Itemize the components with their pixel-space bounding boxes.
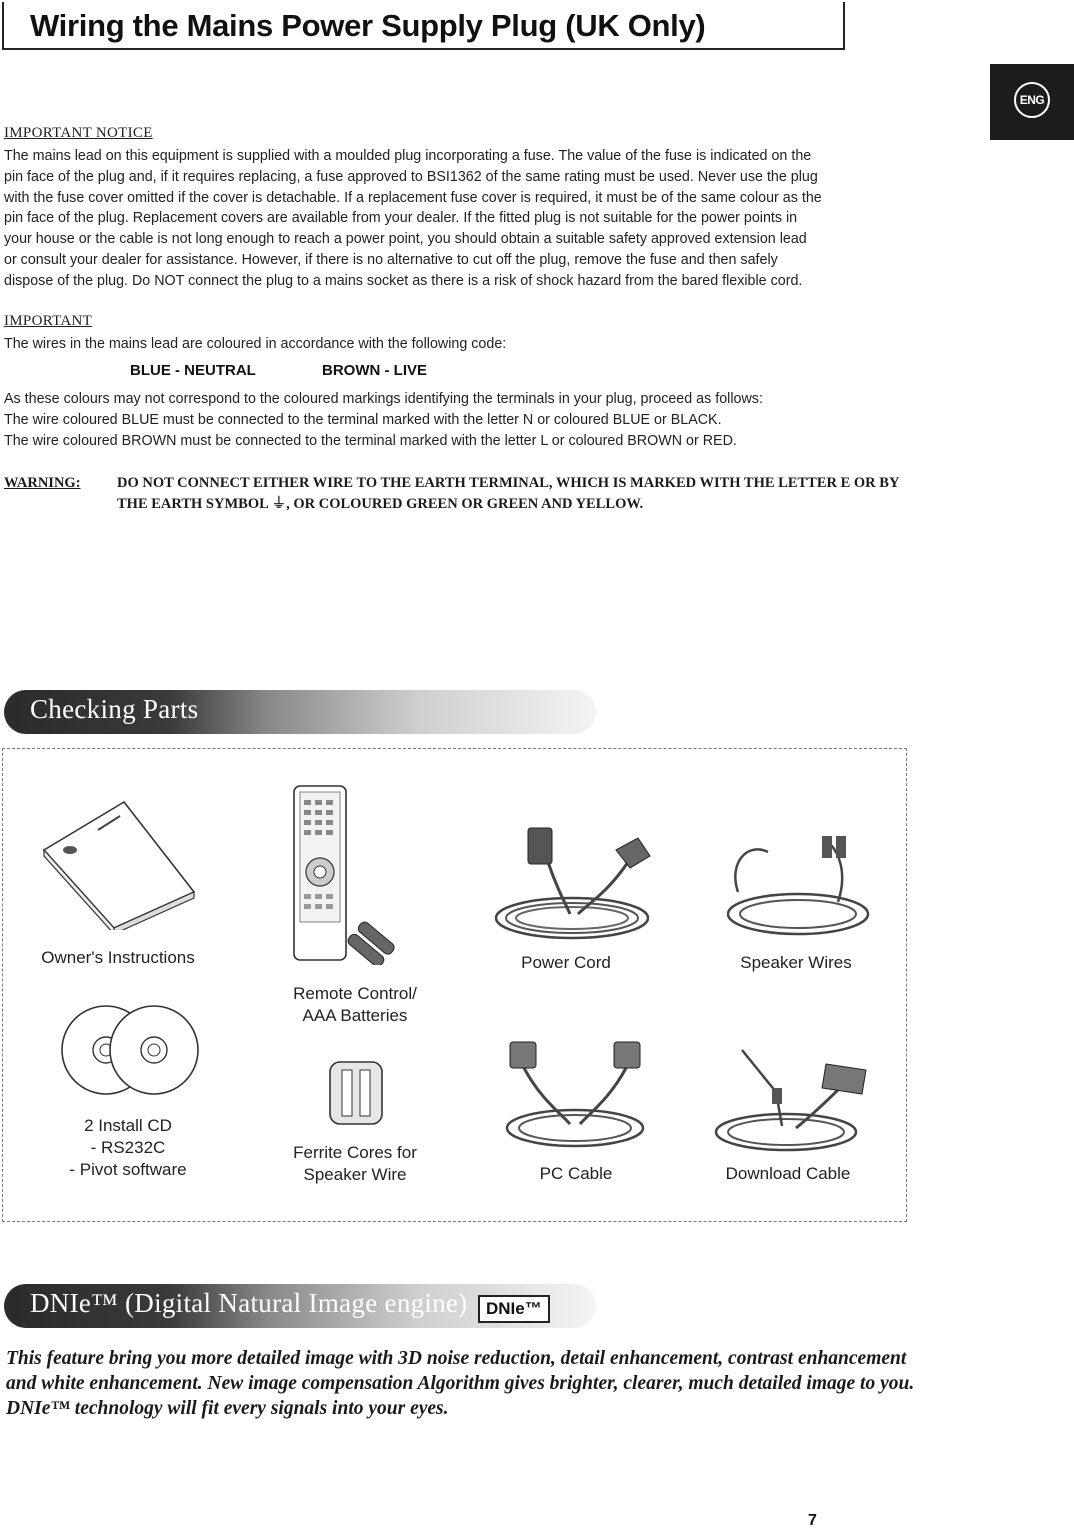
important-intro: The wires in the mains lead are coloured in accordance with the following code: xyxy=(4,336,507,352)
dnie-description: This feature bring you more detailed image with 3D noise reduction, detail enhancement, contrast enhancement and white enhancement. New image compensation Algorithm gives brighter, clearer, much detailed image to you. DNIe™ technology will fit every signals into your eyes. xyxy=(6,1348,915,1419)
page-number: 7 xyxy=(808,1512,817,1529)
important-heading: IMPORTANT xyxy=(4,313,93,329)
title-box xyxy=(2,2,845,50)
code-blue-neutral: BLUE - NEUTRAL xyxy=(130,362,256,379)
part-label-ferrite-cores: Ferrite Cores for Speaker Wire xyxy=(293,1143,417,1184)
checking-parts-banner xyxy=(4,690,596,734)
page-title: Wiring the Mains Power Supply Plug (UK Only) xyxy=(30,8,706,43)
remote-control-icon xyxy=(292,780,422,965)
eng-badge-icon: ENG xyxy=(1014,82,1050,118)
part-label-download-cable: Download Cable xyxy=(725,1164,851,1183)
pc-cable-icon xyxy=(500,1038,650,1152)
install-cd-icon xyxy=(58,1002,202,1098)
part-label-speaker-wires: Speaker Wires xyxy=(740,953,852,972)
part-label-remote-control: Remote Control/ AAA Batteries xyxy=(293,984,417,1025)
important-body: As these colours may not correspond to the coloured markings identifying the terminals in your plug, proceed as follows: The wire coloured BLUE must be connected to the terminal marked with the letter N or coloured BLUE or BLACK. The wire coloured BROWN must be connected to the terminal marked with the letter L or coloured BROWN or RED. xyxy=(4,391,763,449)
part-label-owners-instructions: Owner's Instructions xyxy=(41,948,195,967)
notice-heading: IMPORTANT NOTICE xyxy=(4,125,153,141)
notice-body: The mains lead on this equipment is supplied with a moulded plug incorporating a fuse. The value of the fuse is indicated on the pin face of the plug and, if it requires replacing, a fuse approved to BSI1362 of the same rating must be used. Never use the plug with the fuse cover omitted if the cover is detachable. If a replacement fuse cover is required, it must be of the same colour as the pin face of the plug. Replacement covers are available from your dealer. If the fitted plug is not suitable for the power points in your house or the cable is not long enough to reach a power point, you should obtain a suitable safety approved extension lead or consult your dealer for assistance. However, if there is no alternative to cut off the plug, remove the fuse and then safely dispose of the plug. Do NOT connect the plug to a mains socket as there is a risk of shock hazard from the bared flexible cord. xyxy=(4,148,822,289)
part-label-install-cd: 2 Install CD - RS232C - Pivot software xyxy=(69,1116,187,1179)
dnie-logo: DNIe™ xyxy=(478,1295,550,1323)
dnie-banner xyxy=(4,1284,596,1328)
code-brown-live: BROWN - LIVE xyxy=(322,362,427,379)
dnie-banner-title: DNIe™ (Digital Natural Image engine) xyxy=(30,1288,468,1318)
download-cable-icon xyxy=(706,1042,872,1154)
language-tab xyxy=(990,64,1074,140)
ferrite-cores-icon xyxy=(328,1060,384,1126)
warning-label: WARNING: xyxy=(4,475,81,491)
warning-line-2: THE EARTH SYMBOL ⏚, OR COLOURED GREEN OR GREEN AND YELLOW. xyxy=(117,496,644,512)
checking-parts-title: Checking Parts xyxy=(30,694,199,724)
warning-line-1: DO NOT CONNECT EITHER WIRE TO THE EARTH TERMINAL, WHICH IS MARKED WITH THE LETTER E OR BY xyxy=(117,475,900,491)
speaker-wires-icon xyxy=(718,832,878,944)
power-cord-icon xyxy=(488,822,656,944)
part-label-pc-cable: PC Cable xyxy=(539,1164,613,1183)
part-label-power-cord: Power Cord xyxy=(521,953,611,972)
manual-book-icon xyxy=(38,800,200,930)
